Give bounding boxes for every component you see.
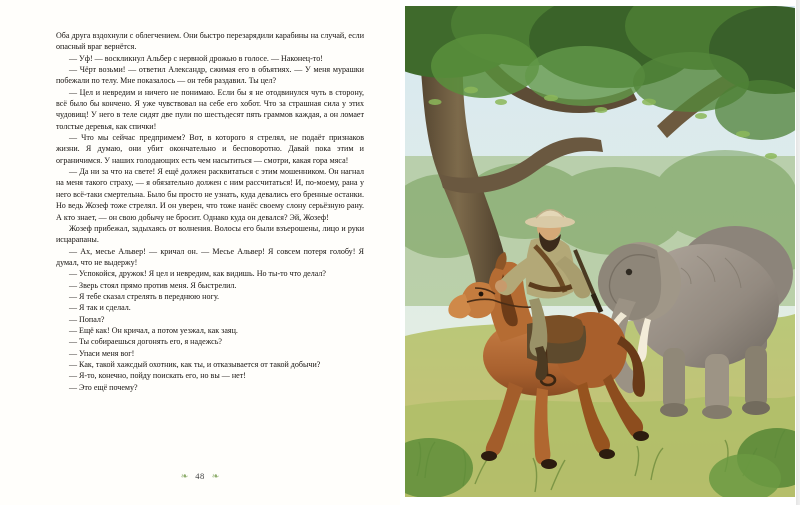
right-illustration-page [400, 0, 800, 505]
paragraph: — Как, такой хажсдый охотник, как ты, и отказывается от такой добычи? [69, 359, 321, 369]
paragraph: — Да ни за что на свете! Я ещё должен расквитаться с этим мошенником. Он нагнал на меня такого страху, — я обязательно должен с ним рассчитаться! И, по-моему, рана у него всё-таки смертельна. Было бы просто не узнать, куда девались его бренные останки. Но ведь Жозеф тоже стрелял. И он уверен, что тоже нанёс своему слону серьёзную рану. А кто знает, — он свою добычу не бросит. Однако куда он девался? Эй, Жозеф! [56, 167, 364, 222]
leaf-ornament-right-icon: ❧ [211, 470, 220, 481]
paragraph: Оба друга вздохнули с облегчением. Они быстро перезарядили карабины на случай, если опасный враг вернётся. [56, 31, 364, 52]
paragraph: Жозеф прибежал, задыхаясь от волнения. Волосы его были взъерошены, лицо и руки исцарапаны. [56, 223, 364, 245]
paragraph: — Ты собираешься догонять его, я надежсь? [69, 337, 222, 347]
story-text [56, 30, 364, 393]
paragraph: — Я тебе сказал стрелять в переднюю ногу. [69, 291, 220, 301]
paragraph: — Что мы сейчас предпримем? Вот, в которого я стрелял, не подаёт признаков жизни. Я думаю, они убит окончательно и бесповоротно. Давай пока этим и ограничимся. У наших голодающих есть чем насытиться — смотри, какая гора мяса! [56, 133, 364, 165]
illustration-frame [405, 6, 795, 497]
paragraph: — Я-то, конечно, пойду поискать его, но вы — нет! [69, 371, 246, 381]
page-number: 48 [195, 471, 205, 481]
paragraph: — Попал? [69, 314, 105, 324]
paragraph: — Зверь стоял прямо против меня. Я быстрелил. [69, 280, 237, 290]
gutter-shadow [796, 0, 800, 505]
page-folio [0, 471, 400, 481]
paragraph: — Ещё как! Он кричал, а потом уезжал, как заяц. [69, 325, 238, 335]
paragraph: — Это ещё почему? [69, 382, 138, 392]
paragraph: — Упаси меня вог! [69, 348, 135, 358]
leaf-ornament-left-icon: ❧ [180, 470, 189, 481]
illustration-artwork [405, 6, 795, 497]
paragraph: — Я так и сделал. [69, 303, 131, 313]
paragraph: — Цел и невредим и ничего не понимаю. Если бы я не отодвинулся чуть в сторону, всё было бы кончено. Я уже чувствовал на себе его хобот. Что за страшная сила у этих чудовищ! У него в теле сидят две пули по шестьдесят пять граммов каждая, а он ломает толстые деревья, как спички! [56, 87, 364, 131]
paragraph: — Успокойся, дружок! Я цел и невредим, как видишь. Но ты-то что делал? [69, 269, 326, 279]
paragraph: — Уф! — воскликнул Альбер с нервной дрожью в голосе. — Наконец-то! [69, 53, 323, 63]
paragraph: — Ах, месье Альвер! — кричал он. — Месье Альвер! Я совсем потеря голобу! Я думал, что не выдержу! [56, 246, 364, 267]
paragraph: — Чёрт возьми! — ответил Александр, сжимая его в объятиях. — У меня мурашки побежали по телу. Мне показалось — он тебя раздавил. Ты цел? [56, 65, 364, 86]
